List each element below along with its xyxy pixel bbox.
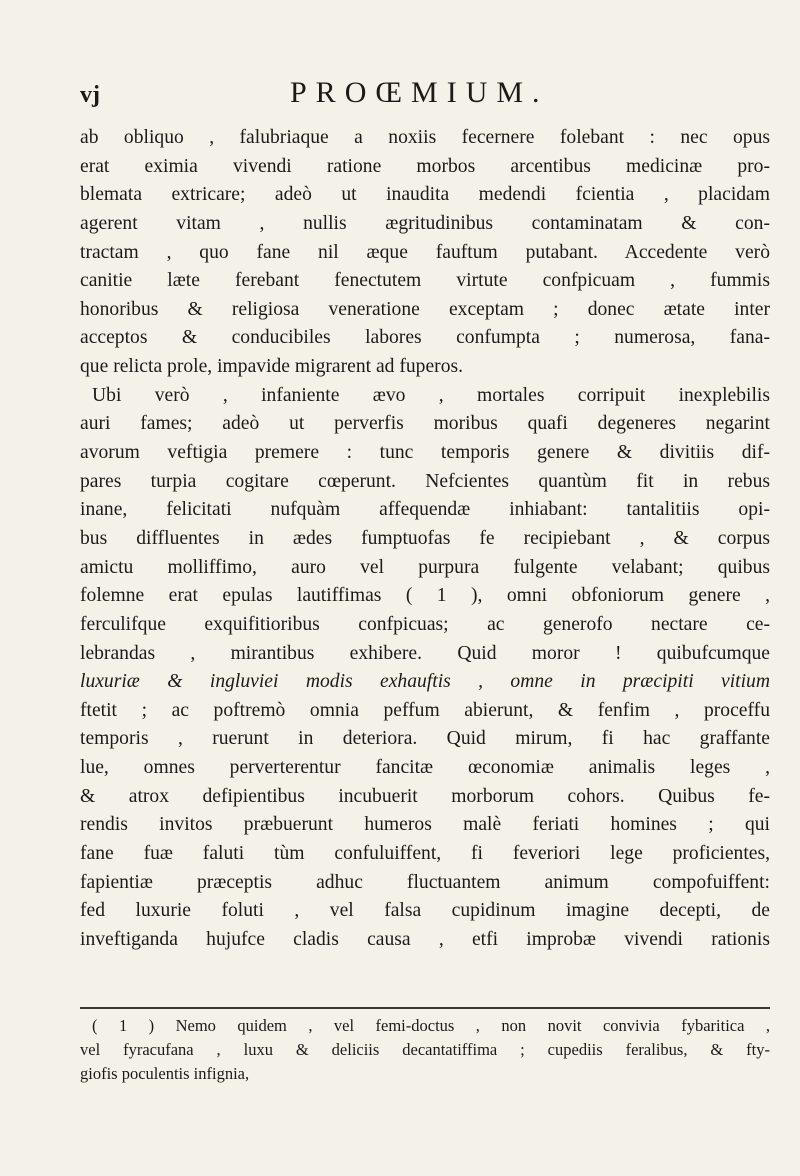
body-text bbox=[80, 124, 770, 955]
text-line: ferculifque exquifitioribus confpicuas; ac generofo nectare ce- bbox=[80, 613, 770, 635]
text-line: Ubi verò , infaniente ævo , mortales corripuit inexplebilis bbox=[92, 384, 770, 406]
text-line: ab obliquo , falubriaque a noxiis fecernere folebant : nec opus bbox=[80, 127, 770, 148]
text-line: temporis , ruerunt in deteriora. Quid mirum, fi hac graffante bbox=[80, 728, 770, 750]
text-line: acceptos & conducibiles labores confumpta ; numerosa, fana- bbox=[80, 327, 770, 349]
text-line: bus diffluentes in ædes fumptuofas fe recipiebant , & corpus bbox=[80, 527, 770, 549]
footnote bbox=[80, 1014, 770, 1086]
text-line: rendis invitos præbuerunt humeros malè feriati homines ; qui bbox=[80, 814, 770, 836]
text-line: que relicta prole, impavide migrarent ad fuperos. bbox=[80, 356, 464, 378]
text-line: luxuriæ & ingluviei modis exhauftis , omne in præcipiti vitium bbox=[80, 671, 770, 693]
text-line: fane fuæ faluti tùm confuluiffent, fi feveriori lege proficientes, bbox=[80, 843, 770, 865]
text-line: fed luxurie foluti , vel falsa cupidinum imagine decepti, de bbox=[80, 900, 770, 922]
text-line: avorum veftigia premere : tunc temporis genere & divitiis dif- bbox=[80, 442, 770, 464]
footnote-rule bbox=[80, 1007, 770, 1009]
text-line: honoribus & religiosa veneratione exceptam ; donec ætate inter bbox=[80, 298, 770, 320]
text-line: & atrox defipientibus incubuerit morborum cohors. Quibus fe- bbox=[80, 785, 770, 807]
text-line: erat eximia vivendi ratione morbos arcentibus medicinæ pro- bbox=[80, 155, 770, 177]
text-line: inveftiganda hujufce cladis causa , etfi improbæ vivendi rationis bbox=[80, 928, 770, 950]
footnote-line: giofis poculentis infignia, bbox=[80, 1064, 250, 1083]
text-line: blemata extricare; adeò ut inaudita medendi fcientia , placidam bbox=[80, 184, 770, 206]
text-line: lebrandas , mirantibus exhibere. Quid moror ! quibufcumque bbox=[80, 642, 770, 664]
footnote-line: vel fyracufana , luxu & deliciis decantatiffima ; cupediis feralibus, & fty- bbox=[80, 1040, 770, 1059]
running-title: PROŒMIUM. bbox=[290, 76, 549, 109]
page-number: vj bbox=[80, 82, 100, 108]
text-line: pares turpia cogitare cœperunt. Nefcientes quantùm fit in rebus bbox=[80, 470, 770, 492]
text-line: auri fames; adeò ut perverfis moribus quafi degeneres negarint bbox=[80, 413, 770, 435]
text-line: amictu molliffimo, auro vel purpura fulgente velabant; quibus bbox=[80, 556, 770, 578]
text-line: canitie læte ferebant fenectutem virtute confpicuam , fummis bbox=[80, 270, 770, 292]
text-line: tractam , quo fane nil æque fauftum putabant. Accedente verò bbox=[80, 241, 770, 263]
text-line: inane, felicitati nufquàm affequendæ inhiabant: tantalitiis opi- bbox=[80, 499, 770, 521]
text-line: folemne erat epulas lautiffimas ( 1 ), omni obfoniorum genere , bbox=[80, 585, 770, 607]
text-line: lue, omnes perverterentur fancitæ œconomiæ animalis leges , bbox=[80, 757, 770, 779]
text-line: agerent vitam , nullis ægritudinibus contaminatam & con- bbox=[80, 212, 770, 234]
page-header bbox=[80, 76, 770, 116]
footnote-line: ( 1 ) Nemo quidem , vel femi-doctus , non novit convivia fybaritica , bbox=[92, 1016, 770, 1035]
text-line: ftetit ; ac poftremò omnia peffum abierunt, & fenfim , proceffu bbox=[80, 699, 770, 721]
text-line: fapientiæ præceptis adhuc fluctuantem animum compofuiffent: bbox=[80, 871, 770, 893]
